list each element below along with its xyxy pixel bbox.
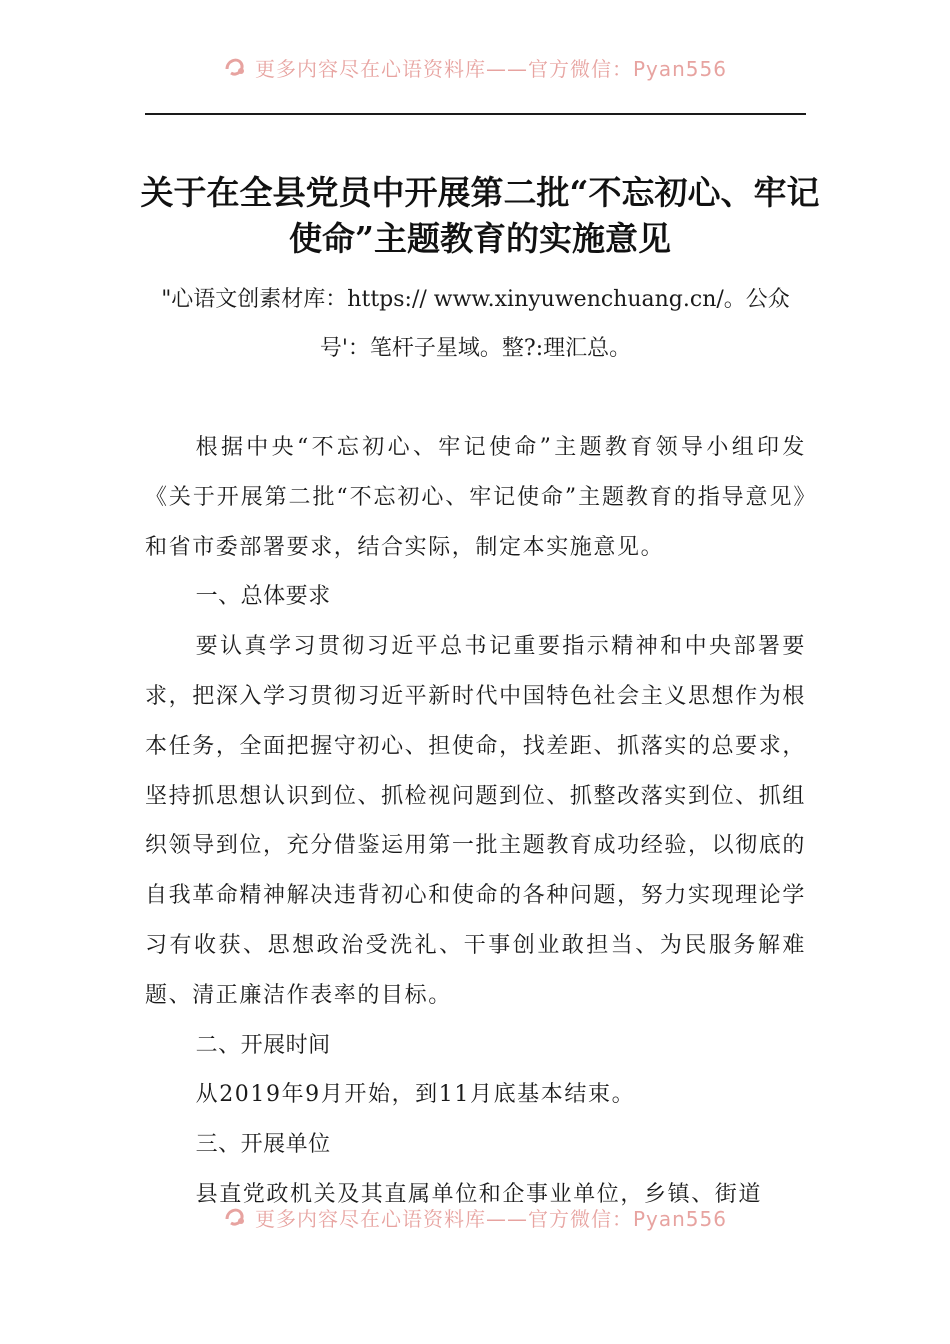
watermark-text: 更多内容尽在心语资料库——官方微信：Pyan556 — [254, 58, 727, 81]
section-paragraph: 县直党政机关及其直属单位和企事业单位，乡镇、街道 — [195, 1181, 762, 1207]
section-heading: 三、开展单位 — [195, 1132, 331, 1158]
section-paragraph: 从2019年9月开始，到11月底基本结束。 — [195, 1082, 636, 1108]
watermark-logo-icon — [223, 1208, 249, 1229]
section-heading: 一、总体要求 — [195, 584, 331, 610]
header-rule — [145, 113, 806, 115]
watermark-logo-icon — [223, 58, 249, 79]
section-paragraph: 要认真学习贯彻习近平总书记重要指示精神和中央部署要求，把深入学习贯彻习近平新时代中国特色社会主义思想作为根本任务，全面把握守初心、担使命，找差距、抓落实的总要求，坚持抓思想认识到位、抓检视问题到位、抓整改落实到位、抓组织领导到位，充分借鉴运用第一批主题教育成功经验，以彻底的自我革命精神解决违背初心和使命的各种问题，努力实现理论学习有收获、思想政治受洗礼、干事创业敢担当、为民服务解难题、清正廉洁作表率的目标。 — [145, 634, 806, 1008]
document-title: 关于在全县党员中开展第二批“不忘初心、牢记使命”主题教育的实施意见 — [140, 173, 820, 258]
watermark-text: 更多内容尽在心语资料库——官方微信：Pyan556 — [254, 1208, 727, 1231]
source-line: "心语文创素材库：https:// www.xinyuwenchuang.cn/。公众号'：笔杆子星域。整?:理汇总。 — [161, 287, 790, 361]
document-body — [145, 423, 806, 1220]
section-heading: 二、开展时间 — [195, 1032, 331, 1058]
watermark-top — [0, 58, 950, 88]
watermark-bottom — [0, 1208, 950, 1238]
intro-paragraph: 根据中央“不忘初心、牢记使命”主题教育领导小组印发《关于开展第二批“不忘初心、牢记使命”主题教育的指导意见》和省市委部署要求，结合实际，制定本实施意见。 — [145, 435, 806, 560]
